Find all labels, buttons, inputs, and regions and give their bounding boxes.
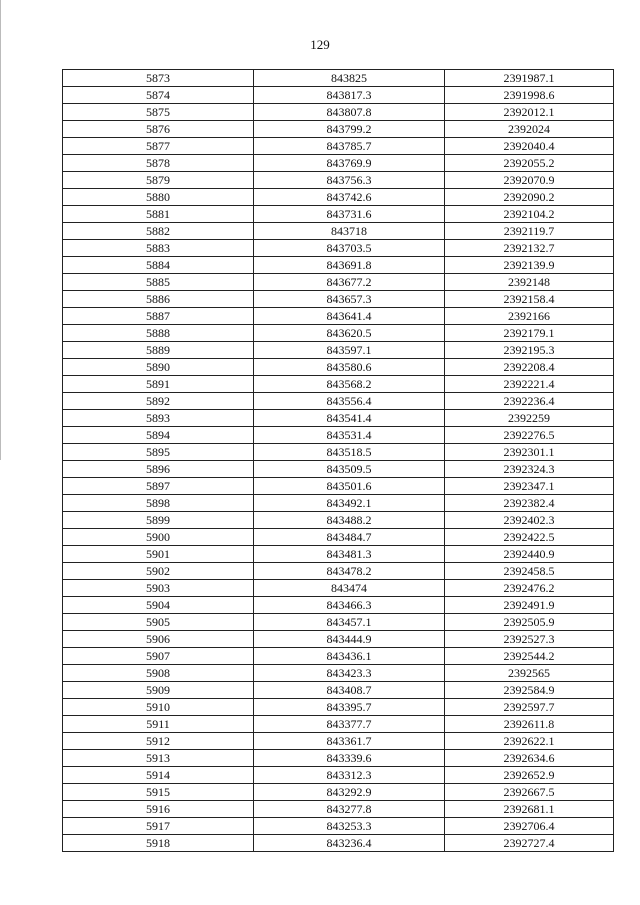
x-coordinate-cell: 843817.3 xyxy=(254,87,445,104)
point-number-cell: 5909 xyxy=(63,682,254,699)
y-coordinate-cell: 2392139.9 xyxy=(445,257,614,274)
page-edge-line xyxy=(0,0,1,460)
table-row xyxy=(63,478,614,495)
y-coordinate-cell: 2392347.1 xyxy=(445,478,614,495)
table-row xyxy=(63,257,614,274)
y-coordinate-cell: 2392681.1 xyxy=(445,801,614,818)
y-coordinate-cell: 2392458.5 xyxy=(445,563,614,580)
table-row xyxy=(63,104,614,121)
x-coordinate-cell: 843769.9 xyxy=(254,155,445,172)
table-row xyxy=(63,716,614,733)
table-row xyxy=(63,138,614,155)
table-row xyxy=(63,70,614,87)
y-coordinate-cell: 2392276.5 xyxy=(445,427,614,444)
table-row xyxy=(63,801,614,818)
point-number-cell: 5911 xyxy=(63,716,254,733)
y-coordinate-cell: 2392104.2 xyxy=(445,206,614,223)
x-coordinate-cell: 843312.3 xyxy=(254,767,445,784)
point-number-cell: 5886 xyxy=(63,291,254,308)
point-number-cell: 5885 xyxy=(63,274,254,291)
x-coordinate-cell: 843807.8 xyxy=(254,104,445,121)
y-coordinate-cell: 2392166 xyxy=(445,308,614,325)
table-row xyxy=(63,155,614,172)
x-coordinate-cell: 843444.9 xyxy=(254,631,445,648)
table-row xyxy=(63,818,614,835)
x-coordinate-cell: 843436.1 xyxy=(254,648,445,665)
point-number-cell: 5873 xyxy=(63,70,254,87)
table-row xyxy=(63,342,614,359)
point-number-cell: 5907 xyxy=(63,648,254,665)
table-row xyxy=(63,631,614,648)
point-number-cell: 5878 xyxy=(63,155,254,172)
table-row xyxy=(63,376,614,393)
y-coordinate-cell: 2392505.9 xyxy=(445,614,614,631)
x-coordinate-cell: 843488.2 xyxy=(254,512,445,529)
y-coordinate-cell: 2391987.1 xyxy=(445,70,614,87)
point-number-cell: 5902 xyxy=(63,563,254,580)
table-row xyxy=(63,172,614,189)
x-coordinate-cell: 843657.3 xyxy=(254,291,445,308)
point-number-cell: 5918 xyxy=(63,835,254,852)
point-number-cell: 5910 xyxy=(63,699,254,716)
point-number-cell: 5913 xyxy=(63,750,254,767)
x-coordinate-cell: 843236.4 xyxy=(254,835,445,852)
table-row xyxy=(63,648,614,665)
x-coordinate-cell: 843541.4 xyxy=(254,410,445,427)
y-coordinate-cell: 2392565 xyxy=(445,665,614,682)
x-coordinate-cell: 843484.7 xyxy=(254,529,445,546)
x-coordinate-cell: 843703.5 xyxy=(254,240,445,257)
point-number-cell: 5890 xyxy=(63,359,254,376)
y-coordinate-cell: 2392055.2 xyxy=(445,155,614,172)
x-coordinate-cell: 843731.6 xyxy=(254,206,445,223)
point-number-cell: 5912 xyxy=(63,733,254,750)
x-coordinate-cell: 843408.7 xyxy=(254,682,445,699)
point-number-cell: 5884 xyxy=(63,257,254,274)
x-coordinate-cell: 843785.7 xyxy=(254,138,445,155)
y-coordinate-cell: 2392119.7 xyxy=(445,223,614,240)
x-coordinate-cell: 843492.1 xyxy=(254,495,445,512)
coordinates-table xyxy=(62,69,614,852)
y-coordinate-cell: 2392301.1 xyxy=(445,444,614,461)
point-number-cell: 5900 xyxy=(63,529,254,546)
table-row xyxy=(63,189,614,206)
y-coordinate-cell: 2392158.4 xyxy=(445,291,614,308)
coordinates-table-body xyxy=(63,70,614,852)
point-number-cell: 5917 xyxy=(63,818,254,835)
point-number-cell: 5897 xyxy=(63,478,254,495)
table-row xyxy=(63,291,614,308)
point-number-cell: 5892 xyxy=(63,393,254,410)
y-coordinate-cell: 2392422.5 xyxy=(445,529,614,546)
table-row xyxy=(63,614,614,631)
point-number-cell: 5875 xyxy=(63,104,254,121)
x-coordinate-cell: 843580.6 xyxy=(254,359,445,376)
point-number-cell: 5895 xyxy=(63,444,254,461)
y-coordinate-cell: 2392667.5 xyxy=(445,784,614,801)
y-coordinate-cell: 2391998.6 xyxy=(445,87,614,104)
x-coordinate-cell: 843377.7 xyxy=(254,716,445,733)
x-coordinate-cell: 843474 xyxy=(254,580,445,597)
y-coordinate-cell: 2392179.1 xyxy=(445,325,614,342)
y-coordinate-cell: 2392622.1 xyxy=(445,733,614,750)
table-row xyxy=(63,121,614,138)
y-coordinate-cell: 2392324.3 xyxy=(445,461,614,478)
table-row xyxy=(63,784,614,801)
y-coordinate-cell: 2392727.4 xyxy=(445,835,614,852)
y-coordinate-cell: 2392382.4 xyxy=(445,495,614,512)
x-coordinate-cell: 843677.2 xyxy=(254,274,445,291)
y-coordinate-cell: 2392652.9 xyxy=(445,767,614,784)
point-number-cell: 5906 xyxy=(63,631,254,648)
point-number-cell: 5889 xyxy=(63,342,254,359)
x-coordinate-cell: 843277.8 xyxy=(254,801,445,818)
x-coordinate-cell: 843691.8 xyxy=(254,257,445,274)
x-coordinate-cell: 843339.6 xyxy=(254,750,445,767)
table-row xyxy=(63,444,614,461)
point-number-cell: 5888 xyxy=(63,325,254,342)
x-coordinate-cell: 843742.6 xyxy=(254,189,445,206)
point-number-cell: 5908 xyxy=(63,665,254,682)
point-number-cell: 5904 xyxy=(63,597,254,614)
y-coordinate-cell: 2392611.8 xyxy=(445,716,614,733)
y-coordinate-cell: 2392259 xyxy=(445,410,614,427)
table-row xyxy=(63,359,614,376)
y-coordinate-cell: 2392090.2 xyxy=(445,189,614,206)
y-coordinate-cell: 2392221.4 xyxy=(445,376,614,393)
table-row xyxy=(63,240,614,257)
table-row xyxy=(63,767,614,784)
x-coordinate-cell: 843518.5 xyxy=(254,444,445,461)
table-row xyxy=(63,546,614,563)
point-number-cell: 5903 xyxy=(63,580,254,597)
y-coordinate-cell: 2392634.6 xyxy=(445,750,614,767)
y-coordinate-cell: 2392440.9 xyxy=(445,546,614,563)
table-row xyxy=(63,682,614,699)
x-coordinate-cell: 843361.7 xyxy=(254,733,445,750)
table-row xyxy=(63,529,614,546)
x-coordinate-cell: 843620.5 xyxy=(254,325,445,342)
y-coordinate-cell: 2392544.2 xyxy=(445,648,614,665)
table-row xyxy=(63,427,614,444)
table-row xyxy=(63,665,614,682)
x-coordinate-cell: 843466.3 xyxy=(254,597,445,614)
y-coordinate-cell: 2392527.3 xyxy=(445,631,614,648)
x-coordinate-cell: 843799.2 xyxy=(254,121,445,138)
point-number-cell: 5882 xyxy=(63,223,254,240)
y-coordinate-cell: 2392584.9 xyxy=(445,682,614,699)
x-coordinate-cell: 843825 xyxy=(254,70,445,87)
point-number-cell: 5914 xyxy=(63,767,254,784)
page-number: 129 xyxy=(310,37,330,52)
table-row xyxy=(63,461,614,478)
x-coordinate-cell: 843641.4 xyxy=(254,308,445,325)
y-coordinate-cell: 2392597.7 xyxy=(445,699,614,716)
table-row xyxy=(63,325,614,342)
y-coordinate-cell: 2392012.1 xyxy=(445,104,614,121)
x-coordinate-cell: 843481.3 xyxy=(254,546,445,563)
point-number-cell: 5880 xyxy=(63,189,254,206)
table-row xyxy=(63,750,614,767)
table-row xyxy=(63,699,614,716)
x-coordinate-cell: 843718 xyxy=(254,223,445,240)
point-number-cell: 5898 xyxy=(63,495,254,512)
table-row xyxy=(63,512,614,529)
table-row xyxy=(63,393,614,410)
y-coordinate-cell: 2392132.7 xyxy=(445,240,614,257)
y-coordinate-cell: 2392236.4 xyxy=(445,393,614,410)
x-coordinate-cell: 843253.3 xyxy=(254,818,445,835)
point-number-cell: 5896 xyxy=(63,461,254,478)
y-coordinate-cell: 2392040.4 xyxy=(445,138,614,155)
table-row xyxy=(63,580,614,597)
x-coordinate-cell: 843531.4 xyxy=(254,427,445,444)
y-coordinate-cell: 2392706.4 xyxy=(445,818,614,835)
table-row xyxy=(63,308,614,325)
table-row xyxy=(63,597,614,614)
y-coordinate-cell: 2392476.2 xyxy=(445,580,614,597)
point-number-cell: 5901 xyxy=(63,546,254,563)
table-row xyxy=(63,223,614,240)
y-coordinate-cell: 2392195.3 xyxy=(445,342,614,359)
table-row xyxy=(63,274,614,291)
y-coordinate-cell: 2392070.9 xyxy=(445,172,614,189)
point-number-cell: 5916 xyxy=(63,801,254,818)
point-number-cell: 5891 xyxy=(63,376,254,393)
x-coordinate-cell: 843501.6 xyxy=(254,478,445,495)
y-coordinate-cell: 2392208.4 xyxy=(445,359,614,376)
point-number-cell: 5876 xyxy=(63,121,254,138)
table-row xyxy=(63,206,614,223)
point-number-cell: 5894 xyxy=(63,427,254,444)
point-number-cell: 5883 xyxy=(63,240,254,257)
point-number-cell: 5887 xyxy=(63,308,254,325)
x-coordinate-cell: 843457.1 xyxy=(254,614,445,631)
table-row xyxy=(63,835,614,852)
y-coordinate-cell: 2392148 xyxy=(445,274,614,291)
x-coordinate-cell: 843509.5 xyxy=(254,461,445,478)
point-number-cell: 5881 xyxy=(63,206,254,223)
point-number-cell: 5915 xyxy=(63,784,254,801)
x-coordinate-cell: 843395.7 xyxy=(254,699,445,716)
x-coordinate-cell: 843756.3 xyxy=(254,172,445,189)
point-number-cell: 5877 xyxy=(63,138,254,155)
y-coordinate-cell: 2392491.9 xyxy=(445,597,614,614)
table-row xyxy=(63,563,614,580)
point-number-cell: 5893 xyxy=(63,410,254,427)
point-number-cell: 5905 xyxy=(63,614,254,631)
x-coordinate-cell: 843478.2 xyxy=(254,563,445,580)
y-coordinate-cell: 2392024 xyxy=(445,121,614,138)
x-coordinate-cell: 843292.9 xyxy=(254,784,445,801)
x-coordinate-cell: 843597.1 xyxy=(254,342,445,359)
point-number-cell: 5874 xyxy=(63,87,254,104)
point-number-cell: 5879 xyxy=(63,172,254,189)
y-coordinate-cell: 2392402.3 xyxy=(445,512,614,529)
table-row xyxy=(63,733,614,750)
table-row xyxy=(63,87,614,104)
table-row xyxy=(63,495,614,512)
x-coordinate-cell: 843568.2 xyxy=(254,376,445,393)
point-number-cell: 5899 xyxy=(63,512,254,529)
x-coordinate-cell: 843556.4 xyxy=(254,393,445,410)
x-coordinate-cell: 843423.3 xyxy=(254,665,445,682)
table-row xyxy=(63,410,614,427)
